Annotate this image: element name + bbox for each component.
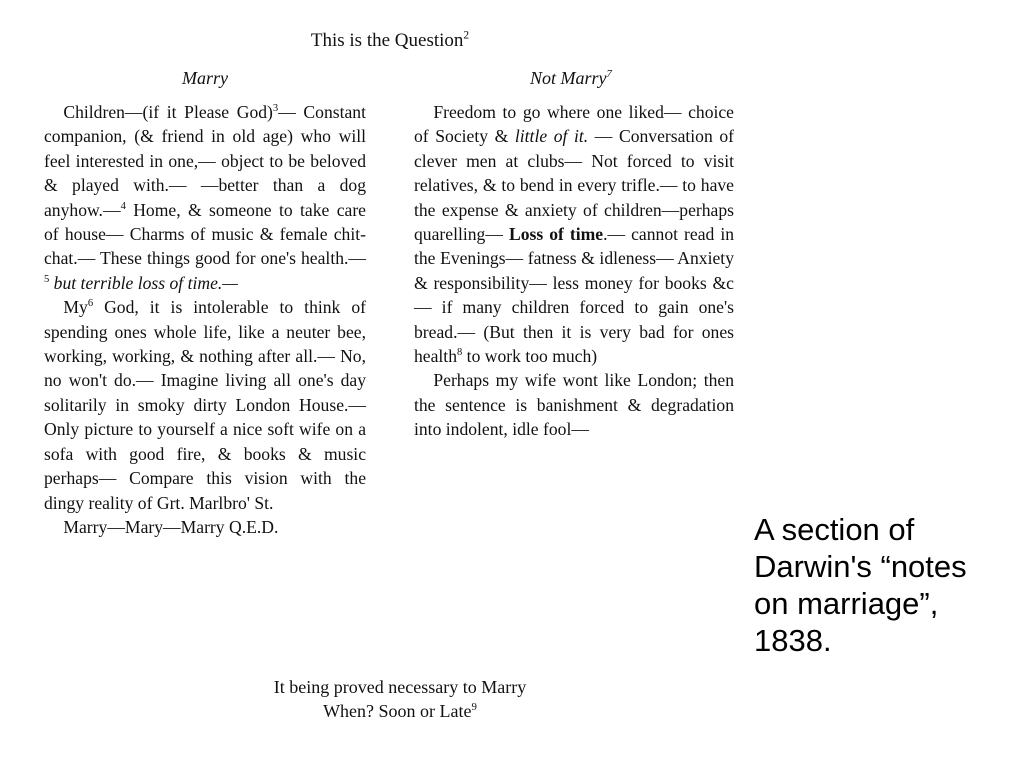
marry-p1-text-c: Home, & someone to take care of house— Charms of music & female chit-chat.— These things good for one's health.— [44, 199, 366, 269]
caption-line-3: on marriage”, [754, 586, 939, 621]
footnote-marker: 5 [44, 273, 50, 285]
footnote-marker: 3 [272, 103, 279, 115]
slide-caption [754, 511, 1014, 659]
marry-paragraph-1 [44, 100, 366, 295]
not-marry-footnote-marker: 7 [606, 68, 612, 80]
page-title [0, 30, 780, 52]
marry-heading: Marry [182, 68, 228, 88]
not-marry-p1-bold: Loss of time [508, 224, 604, 245]
not-marry-heading [530, 68, 612, 89]
footer-line-2-text: When? Soon or Late [323, 701, 472, 721]
title-footnote-marker: 2 [463, 29, 470, 42]
caption-line-2: Darwin's “notes [754, 549, 967, 584]
marry-p1-text-b: — Constant companion, (& friend in old age) who will feel interested in one,— object to be beloved & played with.— —better than a dog anyhow.— [44, 102, 366, 220]
footnote-marker: 9 [471, 701, 477, 713]
caption-line-1: A section of [754, 512, 915, 547]
footnote-marker: 6 [87, 298, 94, 310]
footer-line-1: It being proved necessary to Marry [273, 677, 527, 697]
marry-p2-text-b: God, it is intolerable to think of spending ones whole life, like a neuter bee, working, working, & nothing after all.— No, no won't do.— Imagine living all one's day solitarily in smoky dirty London House.— Only picture to yourself a nice soft wife on a sofa with good fire, & books & music perhaps— Compare this vision with the dingy reality of Grt. Marlbro' St. [44, 297, 366, 513]
not-marry-p1-text-a: Freedom to go where one liked— choice of Society & [414, 102, 734, 147]
not-marry-paragraph-2: Perhaps my wife wont like London; then the sentence is banishment & degradation into indolent, idle fool— [414, 370, 734, 440]
marry-p1-text-a: Children—(if it Please God) [63, 102, 273, 122]
not-marry-p1-italic: little of it. [514, 126, 589, 147]
footnote-marker: 8 [457, 347, 463, 359]
not-marry-p1-text-d: to work too much) [462, 346, 598, 367]
marry-p2-text-a: My [63, 297, 88, 318]
footer-line-2 [0, 701, 800, 722]
marry-paragraph-2 [44, 295, 366, 515]
not-marry-heading-text: Not Marry [530, 68, 607, 88]
not-marry-p1-text-c: .— cannot read in the Evenings— fatness & idleness— Anxiety & responsibility— less money for books &c— if many children forced to gain one's bread.— (But then it is very bad for ones health [414, 224, 735, 367]
marry-column [44, 100, 366, 539]
caption-line-4: 1838. [754, 623, 832, 658]
marry-paragraph-3: Marry—Mary—Marry Q.E.D. [63, 516, 279, 537]
not-marry-paragraph-1 [414, 100, 734, 368]
marry-p1-italic: but terrible loss of time.— [49, 272, 238, 293]
not-marry-p1-text-b: — Conversation of clever men at clubs— Not forced to visit relatives, & to bend in every trifle.— to have the expense & anxiety of children—perhaps quarelling— [414, 126, 735, 245]
footnote-marker: 4 [120, 200, 126, 212]
not-marry-column [414, 100, 734, 442]
title-text: This is the Question [310, 30, 464, 51]
